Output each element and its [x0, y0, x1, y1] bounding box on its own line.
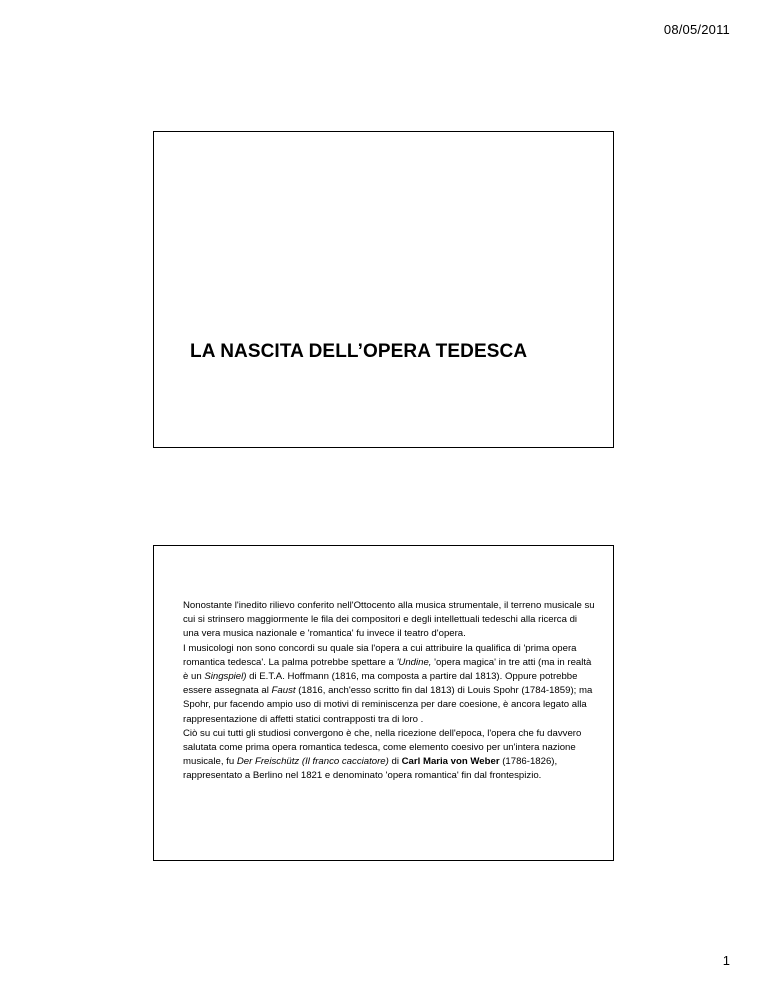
paragraph-freischutz	[183, 727, 595, 784]
title-freischutz: Der Freischütz (Il franco cacciatore)	[236, 756, 389, 768]
text-run: I musicologi non sono concordi su quale sia l'opera a cui attribuire la qualifica di 'prima opera romantica tedesca'. La palma potrebbe spettare a	[183, 642, 577, 668]
term-singspiel: Singspiel)	[204, 671, 247, 683]
slide-title: LA NASCITA DELL’OPERA TEDESCA	[190, 341, 528, 362]
page-number: 1	[722, 953, 730, 968]
page-date: 08/05/2011	[663, 22, 730, 37]
slide-text-frame	[153, 545, 614, 861]
paragraph-intro: Nonostante l'inedito rilievo conferito nell'Ottocento alla musica strumentale, il terreno musicale su cui si strinsero maggiormente le fila dei compositori e degli intellettuali tedeschi alla ricerca di una vera musica nazionale e 'romantica' fu invece il teatro d'opera.	[183, 600, 595, 640]
slide-body-text	[183, 599, 595, 784]
text-run: di E.T.A. Hoffmann (1816, ma composta a partire dal 1813). Oppure potrebbe essere assegnata al	[183, 671, 578, 697]
slide-title-frame	[153, 131, 614, 448]
text-run: (1786-1826), rappresentato a Berlino nel 1821 e denominato 'opera romantica' fin dal frontespizio.	[183, 756, 558, 782]
text-run: 'opera magica' in tre atti (ma in realtà è un	[183, 656, 592, 683]
composer-weber: Carl Maria von Weber	[401, 756, 500, 768]
text-run: (1816, anch'esso scritto fin dal 1813) di Louis Spohr (1784-1859); ma Spohr, pur facendo ampio uso di motivi di reminiscenza per dare coesione, è ancora legato alla rappresentazione di affetti statici contrapposti tra di loro .	[183, 685, 593, 725]
title-faust: Faust	[271, 685, 296, 697]
text-run: Ciò su cui tutti gli studiosi convergono è che, nella ricezione dell'epoca, l'opera che fu davvero salutata come prima opera romantica tedesca, come elemento coesivo per un'intera nazione musicale, fu	[183, 727, 582, 768]
title-undine: 'Undine,	[396, 656, 432, 668]
text-run: di	[388, 756, 402, 768]
paragraph-musicologists	[183, 642, 595, 727]
